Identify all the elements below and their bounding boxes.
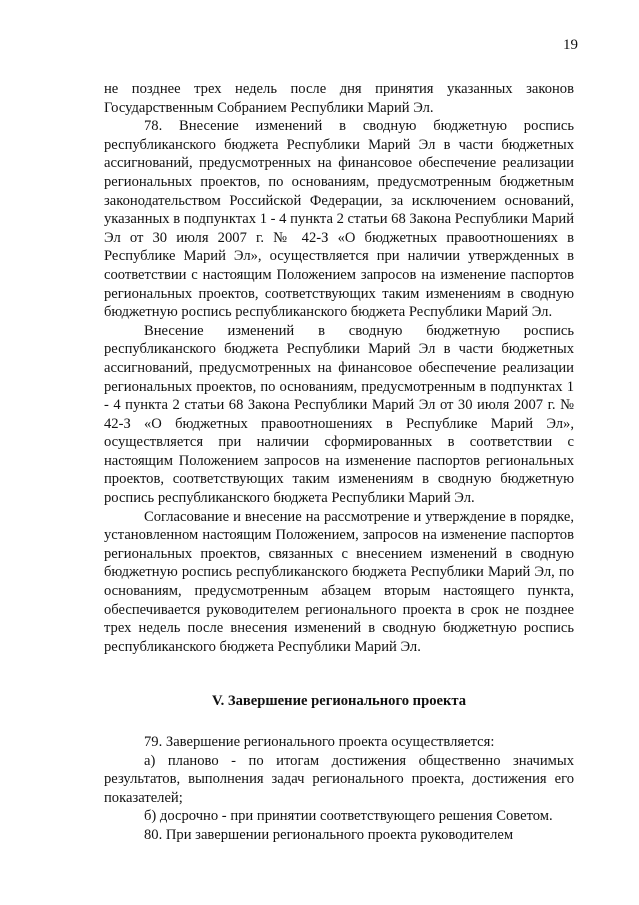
page-number: 19 (563, 37, 578, 53)
paragraph-continuation: не позднее трех недель после дня принятия указанных законов Государственным Собранием Республики Марий Эл. (104, 81, 574, 116)
section-heading: V. Завершение регионального проекта (211, 693, 467, 710)
paragraph-79-a: а) планово - по итогам достижения общественно значимых результатов, выполнения задач регионального проекта, достижения его показателей; (104, 752, 574, 806)
paragraph-78-third: Согласование и внесение на рассмотрение и утверждение в порядке, установленном настоящим Положением, запросов на изменение паспортов региональных проектов, связанных с внесением изменений в сводную бюджетную роспись республиканского бюджета Республики Марий Эл, по основаниям, предусмотренным абзацем вторым настоящего пункта, обеспечивается руководителем регионального проекта в срок не позднее трех недель после внесения изменений в сводную бюджетную роспись республиканского бюджета Республики Марий Эл. (104, 508, 574, 655)
paragraphs-after (104, 733, 574, 845)
paragraph-80: 80. При завершении регионального проекта руководителем (144, 826, 514, 843)
paragraph-78: 78. Внесение изменений в сводную бюджетную роспись республиканского бюджета Республики Марий Эл в части бюджетных ассигнований, предусмотренных на финансовое обеспечение реализации региональных проектов, по основаниям, предусмотренным бюджетным законодательством Российской Федерации, за исключением оснований, указанных в подпунктах 1 - 4 пункта 2 статьи 68 Закона Республики Марий Эл от 30 июля 2007 г. № 42-З «О бюджетных правоотношениях в Республике Марий Эл», осуществляется при наличии утвержденных в соответствии с настоящим Положением запросов на изменение паспортов региональных проектов, соответствующих таким изменениям в сводную бюджетную роспись республиканского бюджета Республики Марий Эл. (104, 118, 575, 321)
document-body (104, 80, 574, 845)
paragraph-79: 79. Завершение регионального проекта осуществляется: (144, 734, 495, 750)
paragraph-79-b: б) досрочно - при принятии соответствующего решения Советом. (144, 808, 553, 825)
paragraphs-before (104, 80, 574, 656)
paragraph-78-second: Внесение изменений в сводную бюджетную роспись республиканского бюджета Республики Марий Эл в части бюджетных ассигнований, предусмотренных на финансовое обеспечение реализации региональных проектов, по основаниям, предусмотренным в подпунктах 1 - 4 пункта 2 статьи 68 Закона Республики Марий Эл от 30 июля 2007 г. № 42-З «О бюджетных правоотношениях в Республике Марий Эл», осуществляется при наличии сформированных в соответствии с настоящим Положением запросов на изменение паспортов региональных проектов, соответствующих таким изменениям в сводную бюджетную роспись республиканского бюджета Республики Марий Эл. (104, 322, 574, 507)
